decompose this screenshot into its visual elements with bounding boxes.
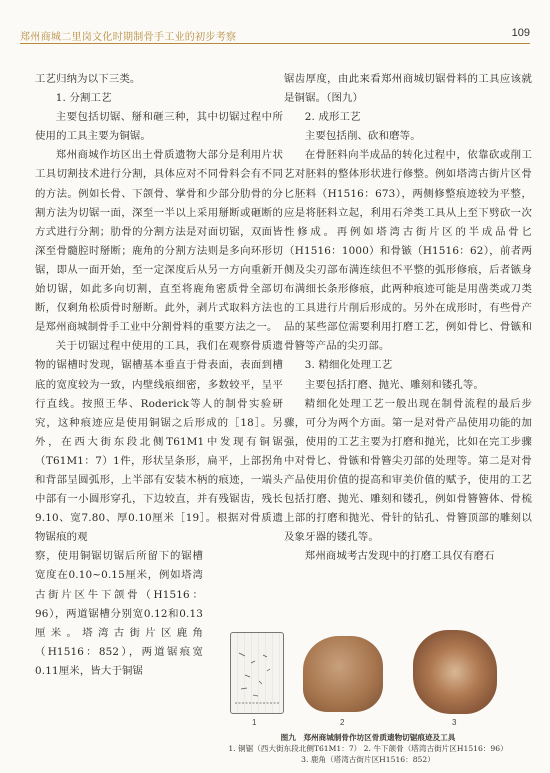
figure-label-2: 2: [340, 718, 345, 727]
paragraph: 郑州商城考古发现中的打磨工具仅有磨石: [304, 550, 495, 563]
figure-photos: [218, 630, 518, 718]
antler-photo: [413, 630, 497, 714]
figure-label-3: 3: [452, 718, 457, 727]
figure-caption: [218, 732, 518, 765]
paragraph: 锯齿厚度，由此来看郑州商城切锯骨料的工具应该就是铜锯。（图九）: [284, 73, 532, 105]
figure-title: 图九 郑州商城制骨作坊区骨质遗物切锯痕迹及工具: [280, 733, 456, 742]
left-column: [35, 70, 283, 681]
section-heading: 1. 分割工艺: [55, 92, 112, 105]
cattle-mandible-photo: [303, 636, 383, 712]
section-heading: 2. 成形工艺: [304, 111, 361, 124]
right-column: [284, 70, 532, 566]
paragraph: 主要包括削、砍和磨等。: [304, 130, 421, 143]
paragraph: 精细化处理工艺一般出现在制骨流程的最后步骤，可分为两个方面。第一是对骨产品使用功能的加强，使用的工艺主要为打磨和抛光，比如在完工步骤中对骨匕、骨镞和骨簪尖刃部的处理等。第二是对骨产品使用价值的提高和审美价值的赋予，使用的工艺包括打磨、抛光、雕刻和镂孔，例如骨簪簪体、骨梳上部的打磨和抛光、骨针的钻孔、骨簪顶部的雕刻以及象牙器的镂孔等。: [284, 397, 532, 544]
figure-9: [218, 630, 518, 770]
paragraph: 主要包括打磨、抛光、雕刻和镂孔等。: [304, 378, 484, 391]
paragraph: 在骨胚料向半成品的转化过程中，依靠砍或削工艺对胚料的整体形状进行修整。例如塔湾古街片区骨匕胚料（H1516：673），两侧修整痕迹较为平整，应是将胚料立起，利用石斧类工具从上至下劈砍一次性修成。再例如塔湾古街片区的半成品骨匕（H1516：1000）和骨镞（H1516：62），前者两侧及尖刃部布满连续但不平整的弧形修痕，后者镞身布满细长条形修痕，此两种痕迹可能是用凿类或刀类的工具进行片削后形成的。另外在成形时，有些骨产品的某些部位需要利用打磨工艺，例如骨匕、骨镞和骨簪等产品的尖刃部。: [284, 149, 532, 353]
page-number: 109: [511, 27, 530, 39]
caption-line: 3. 鹿角（塔湾古街片区H1516：852）: [301, 755, 435, 764]
paragraph: 主要包括切锯、掰和砸三种，其中切锯过程中所使用的工具主要为铜锯。: [35, 111, 283, 143]
paragraph: 工艺归纳为以下三类。: [35, 73, 141, 85]
caption-line: 1. 铜锯（西大街东段北侧T61M1：7） 2. 牛下颌骨（塔湾古街片区H1516：96）: [228, 744, 508, 753]
paragraph: 郑州商城作坊区出土骨质遗物大部分是利用片状工具切割技术进行分割，具体应对不同骨料会有不同的方法。例如长骨、下颌骨、掌骨和少部分肋骨的分割方法为切锯一面，深至一半以上采用掰断或砸断的方式进行分割；肋骨的分割方法是对面切锯，双面皆深至骨髓腔时掰断；鹿角的分割方法则是多向环形切锯，即从一面开始，至一定深度后从另一方向重新开始切锯，如此多向切割，直至将鹿角密质骨全部切断，仅剩角松质骨时掰断。此外，剥片式取料方法也是郑州商城制骨手工业中分割骨料的重要方法之一。: [35, 149, 283, 334]
figure-label-1: 1: [252, 718, 257, 727]
section-heading: 3. 精细化处理工艺: [304, 359, 393, 372]
bronze-saw-drawing: [230, 632, 284, 714]
paragraph: 关于切锯过程中使用的工具，我们在观察骨质遗物的锯槽时发现，锯槽基本垂直于骨表面，表面到槽底的宽度较为一致，内壁线痕细密，多数较平，呈平行直线。按照王华、Roderick等人的制骨实验研究，这种痕迹应是使用铜锯之后形成的［18］。另外，在西大街东段北侧T61M1中发现有铜锯（T61M1：7）1件，形状呈条形，扁平，上部拐角和背部呈圆弧形，上半部有安装木柄的痕迹，一端头中部有一小圆形穿孔，下边较直，并有残锯齿，残长9.10、宽7.80、厚0.10厘米［19］。根据对骨质遗物锯痕的观: [35, 340, 283, 544]
running-title: 郑州商城二里岗文化时期制骨手工业的初步考察: [20, 32, 237, 43]
header-rule: [20, 43, 530, 44]
paragraph-continuation: 察，使用铜锯切锯后所留下的锯槽宽度在0.10~0.15厘米，例如塔湾古街片区牛下颌骨（H1516：96），两道锯槽分别宽0.12和0.13厘米。塔湾古街片区鹿角（H1516：852），两道锯痕宽0.11厘米，皆大于铜锯: [35, 550, 203, 677]
